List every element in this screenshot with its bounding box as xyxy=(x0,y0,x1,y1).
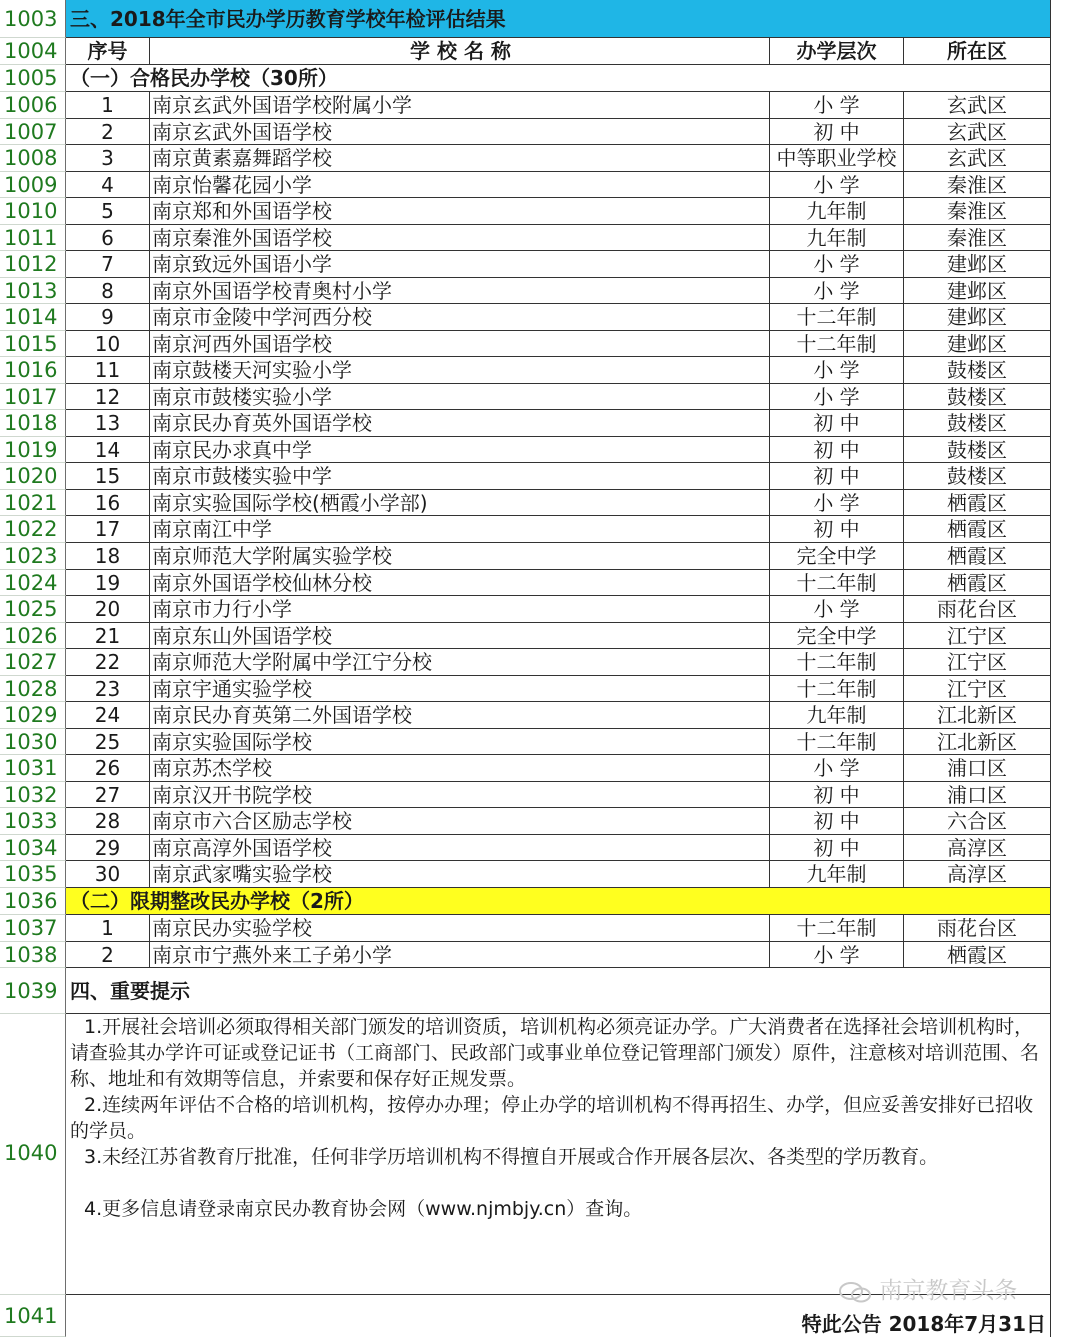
row-number[interactable]: 1037 xyxy=(0,915,66,942)
cell-level[interactable]: 十二年制 xyxy=(770,676,904,703)
cell-area[interactable]: 建邺区 xyxy=(904,251,1051,278)
cell-area[interactable]: 鼓楼区 xyxy=(904,384,1051,411)
right-gutter xyxy=(1051,0,1080,1337)
cell-level[interactable]: 小 学 xyxy=(770,490,904,517)
cell-level[interactable]: 九年制 xyxy=(770,702,904,729)
row-number[interactable]: 1019 xyxy=(0,437,66,464)
cell-level[interactable]: 十二年制 xyxy=(770,649,904,676)
cell-area[interactable]: 高淳区 xyxy=(904,835,1051,862)
cell-level[interactable]: 初 中 xyxy=(770,835,904,862)
cell-level[interactable]: 小 学 xyxy=(770,596,904,623)
cell-no[interactable]: 3 xyxy=(66,145,150,172)
cell-school-name[interactable]: 南京南江中学 xyxy=(150,516,770,543)
cell-no[interactable]: 24 xyxy=(66,702,150,729)
cell-school-name[interactable]: 南京民办实验学校 xyxy=(150,915,770,942)
table-row[interactable] xyxy=(0,198,1080,225)
cell-school-name[interactable]: 南京怡馨花园小学 xyxy=(150,172,770,199)
cell-area[interactable]: 栖霞区 xyxy=(904,490,1051,517)
cell-area[interactable]: 玄武区 xyxy=(904,92,1051,119)
cell-area[interactable]: 建邺区 xyxy=(904,304,1051,331)
row-number[interactable]: 1026 xyxy=(0,623,66,650)
cell-no[interactable]: 17 xyxy=(66,516,150,543)
table-row[interactable] xyxy=(0,676,1080,703)
cell-level[interactable]: 初 中 xyxy=(770,516,904,543)
row-number[interactable]: 1032 xyxy=(0,782,66,809)
table-row[interactable] xyxy=(0,702,1080,729)
row-number[interactable]: 1004 xyxy=(0,38,66,65)
table-row[interactable] xyxy=(0,145,1080,172)
row-number[interactable]: 1016 xyxy=(0,357,66,384)
cell-school-name[interactable]: 南京民办育英外国语学校 xyxy=(150,410,770,437)
table-row[interactable] xyxy=(0,755,1080,782)
cell-area[interactable]: 雨花台区 xyxy=(904,915,1051,942)
cell-level[interactable]: 十二年制 xyxy=(770,331,904,358)
cell-area[interactable]: 栖霞区 xyxy=(904,543,1051,570)
table-row[interactable] xyxy=(0,543,1080,570)
cell-area[interactable]: 江宁区 xyxy=(904,676,1051,703)
cell-school-name[interactable]: 南京外国语学校仙林分校 xyxy=(150,570,770,597)
row-number[interactable]: 1028 xyxy=(0,676,66,703)
cell-school-name[interactable]: 南京实验国际学校 xyxy=(150,729,770,756)
cell-level[interactable]: 小 学 xyxy=(770,942,904,969)
cell-area[interactable]: 建邺区 xyxy=(904,278,1051,305)
cell-no[interactable]: 16 xyxy=(66,490,150,517)
cell-school-name[interactable]: 南京致远外国语小学 xyxy=(150,251,770,278)
cell-no[interactable]: 15 xyxy=(66,463,150,490)
cell-school-name[interactable]: 南京河西外国语学校 xyxy=(150,331,770,358)
cell-no[interactable]: 5 xyxy=(66,198,150,225)
cell-level[interactable]: 九年制 xyxy=(770,225,904,252)
cell-school-name[interactable]: 南京黄素嘉舞蹈学校 xyxy=(150,145,770,172)
row-number[interactable]: 1030 xyxy=(0,729,66,756)
cell-level[interactable]: 初 中 xyxy=(770,463,904,490)
row-number[interactable]: 1021 xyxy=(0,490,66,517)
cell-school-name[interactable]: 南京市六合区励志学校 xyxy=(150,808,770,835)
note-1: 1.开展社会培训必须取得相关部门颁发的培训资质，培训机构必须亮证办学。广大消费者在选择社会培训机构时，请查验其办学许可证或登记证书（工商部门、民政部门或事业单位登记管理部门颁发）原件，注意核对培训范围、名称、地址和有效期等信息，并索要和保存好正规发票。 xyxy=(70,1016,1040,1090)
note-3: 3.未经江苏省教育厅批准，任何非学历培训机构不得擅自开展或合作开展各层次、各类型的学历教育。 xyxy=(84,1146,939,1168)
header-no[interactable]: 序号 xyxy=(66,38,150,65)
cell-no[interactable]: 23 xyxy=(66,676,150,703)
cell-school-name[interactable]: 南京实验国际学校(栖霞小学部) xyxy=(150,490,770,517)
cell-level[interactable]: 初 中 xyxy=(770,808,904,835)
cell-no[interactable]: 4 xyxy=(66,172,150,199)
cell-no[interactable]: 18 xyxy=(66,543,150,570)
note-4: 4.更多信息请登录南京民办教育协会网（www.njmbjy.cn）查询。 xyxy=(84,1198,643,1220)
cell-no[interactable]: 12 xyxy=(66,384,150,411)
table-row[interactable] xyxy=(0,596,1080,623)
wechat-icon xyxy=(838,1280,872,1304)
cell-no[interactable]: 10 xyxy=(66,331,150,358)
row-number[interactable]: 1012 xyxy=(0,251,66,278)
cell-area[interactable]: 玄武区 xyxy=(904,119,1051,146)
cell-level[interactable]: 小 学 xyxy=(770,755,904,782)
table-row[interactable] xyxy=(0,357,1080,384)
row-number[interactable]: 1041 xyxy=(0,1295,66,1337)
cell-area[interactable]: 江宁区 xyxy=(904,649,1051,676)
row-number[interactable]: 1035 xyxy=(0,861,66,888)
note-gap xyxy=(70,1170,1046,1196)
cell-area[interactable]: 江宁区 xyxy=(904,623,1051,650)
cell-school-name[interactable]: 南京师范大学附属中学江宁分校 xyxy=(150,649,770,676)
cell-level[interactable]: 完全中学 xyxy=(770,623,904,650)
row-number[interactable]: 1039 xyxy=(0,968,66,1014)
row-number[interactable]: 1011 xyxy=(0,225,66,252)
cell-level[interactable]: 十二年制 xyxy=(770,915,904,942)
table-row[interactable] xyxy=(0,437,1080,464)
notes-cell[interactable] xyxy=(66,1014,1051,1295)
section4-title[interactable]: 四、重要提示 xyxy=(66,968,1051,1014)
cell-area[interactable]: 栖霞区 xyxy=(904,516,1051,543)
row-number[interactable]: 1006 xyxy=(0,92,66,119)
cell-area[interactable]: 浦口区 xyxy=(904,755,1051,782)
table-row[interactable] xyxy=(0,649,1080,676)
cell-school-name[interactable]: 南京东山外国语学校 xyxy=(150,623,770,650)
cell-school-name[interactable]: 南京市鼓楼实验中学 xyxy=(150,463,770,490)
row-number[interactable]: 1023 xyxy=(0,543,66,570)
row-number[interactable]: 1027 xyxy=(0,649,66,676)
row-number[interactable]: 1010 xyxy=(0,198,66,225)
group2-title[interactable]: （二）限期整改民办学校（2所） xyxy=(66,888,1051,915)
row-number[interactable]: 1033 xyxy=(0,808,66,835)
cell-level[interactable]: 小 学 xyxy=(770,92,904,119)
row-number[interactable]: 1008 xyxy=(0,145,66,172)
row-number[interactable]: 1029 xyxy=(0,702,66,729)
section-title-row[interactable] xyxy=(0,0,1080,38)
table-row[interactable] xyxy=(0,304,1080,331)
row-number[interactable]: 1005 xyxy=(0,65,66,92)
cell-level[interactable]: 小 学 xyxy=(770,278,904,305)
row-number[interactable]: 1025 xyxy=(0,596,66,623)
row-number[interactable]: 1009 xyxy=(0,172,66,199)
cell-level[interactable]: 完全中学 xyxy=(770,543,904,570)
table-row[interactable] xyxy=(0,278,1080,305)
row-number[interactable]: 1024 xyxy=(0,570,66,597)
row-number[interactable]: 1040 xyxy=(0,1014,66,1295)
cell-school-name[interactable]: 南京汉开书院学校 xyxy=(150,782,770,809)
cell-school-name[interactable]: 南京外国语学校青奥村小学 xyxy=(150,278,770,305)
cell-area[interactable]: 鼓楼区 xyxy=(904,463,1051,490)
column-header-row[interactable] xyxy=(0,38,1080,65)
table-row[interactable] xyxy=(0,623,1080,650)
row-number[interactable]: 1007 xyxy=(0,119,66,146)
cell-no[interactable]: 21 xyxy=(66,623,150,650)
footer-notice: 特此公告 2018年7月31日 xyxy=(801,1312,1046,1336)
row-number[interactable]: 1018 xyxy=(0,410,66,437)
cell-no[interactable]: 28 xyxy=(66,808,150,835)
cell-no[interactable]: 11 xyxy=(66,357,150,384)
cell-no[interactable]: 20 xyxy=(66,596,150,623)
cell-area[interactable]: 雨花台区 xyxy=(904,596,1051,623)
table-row[interactable] xyxy=(0,808,1080,835)
group1-title-row[interactable] xyxy=(0,65,1080,92)
watermark xyxy=(838,1272,1017,1305)
row-number[interactable]: 1031 xyxy=(0,755,66,782)
cell-area[interactable]: 江北新区 xyxy=(904,702,1051,729)
header-level[interactable]: 办学层次 xyxy=(770,38,904,65)
cell-school-name[interactable]: 南京武家嘴实验学校 xyxy=(150,861,770,888)
cell-level[interactable]: 初 中 xyxy=(770,119,904,146)
row-number[interactable]: 1013 xyxy=(0,278,66,305)
table-row[interactable] xyxy=(0,516,1080,543)
cell-level[interactable]: 初 中 xyxy=(770,782,904,809)
cell-level[interactable]: 十二年制 xyxy=(770,729,904,756)
table-row[interactable] xyxy=(0,490,1080,517)
cell-level[interactable]: 初 中 xyxy=(770,410,904,437)
row-number[interactable]: 1020 xyxy=(0,463,66,490)
cell-school-name[interactable]: 南京玄武外国语学校附属小学 xyxy=(150,92,770,119)
cell-school-name[interactable]: 南京秦淮外国语学校 xyxy=(150,225,770,252)
table-row[interactable] xyxy=(0,172,1080,199)
cell-level[interactable]: 九年制 xyxy=(770,198,904,225)
cell-no[interactable]: 22 xyxy=(66,649,150,676)
row-number[interactable]: 1034 xyxy=(0,835,66,862)
table-row[interactable] xyxy=(0,92,1080,119)
cell-no[interactable]: 8 xyxy=(66,278,150,305)
table-row[interactable] xyxy=(0,463,1080,490)
cell-school-name[interactable]: 南京市鼓楼实验小学 xyxy=(150,384,770,411)
cell-area[interactable]: 江北新区 xyxy=(904,729,1051,756)
table-row[interactable] xyxy=(0,570,1080,597)
cell-no[interactable]: 2 xyxy=(66,942,150,969)
table-row[interactable] xyxy=(0,729,1080,756)
cell-no[interactable]: 2 xyxy=(66,119,150,146)
table-row[interactable] xyxy=(0,782,1080,809)
cell-no[interactable]: 1 xyxy=(66,92,150,119)
row-number[interactable]: 1003 xyxy=(0,0,66,38)
cell-area[interactable]: 秦淮区 xyxy=(904,198,1051,225)
table-row[interactable] xyxy=(0,835,1080,862)
cell-school-name[interactable]: 南京师范大学附属实验学校 xyxy=(150,543,770,570)
cell-area[interactable]: 玄武区 xyxy=(904,145,1051,172)
cell-area[interactable]: 建邺区 xyxy=(904,331,1051,358)
cell-level[interactable]: 中等职业学校 xyxy=(770,145,904,172)
table-row[interactable] xyxy=(0,915,1080,942)
table-row[interactable] xyxy=(0,384,1080,411)
cell-no[interactable]: 27 xyxy=(66,782,150,809)
group1-title[interactable]: （一）合格民办学校（30所） xyxy=(66,65,1051,92)
group2-title-row[interactable] xyxy=(0,888,1080,915)
cell-area[interactable]: 鼓楼区 xyxy=(904,357,1051,384)
cell-area[interactable]: 鼓楼区 xyxy=(904,410,1051,437)
cell-school-name[interactable]: 南京鼓楼天河实验小学 xyxy=(150,357,770,384)
table-row[interactable] xyxy=(0,410,1080,437)
header-area[interactable]: 所在区 xyxy=(904,38,1051,65)
cell-school-name[interactable]: 南京苏杰学校 xyxy=(150,755,770,782)
cell-area[interactable]: 高淳区 xyxy=(904,861,1051,888)
header-name[interactable]: 学 校 名 称 xyxy=(150,38,770,65)
cell-school-name[interactable]: 南京市力行小学 xyxy=(150,596,770,623)
section4-title-row[interactable] xyxy=(0,968,1080,1014)
cell-school-name[interactable]: 南京市金陵中学河西分校 xyxy=(150,304,770,331)
row-number[interactable]: 1014 xyxy=(0,304,66,331)
cell-no[interactable]: 29 xyxy=(66,835,150,862)
cell-no[interactable]: 13 xyxy=(66,410,150,437)
cell-level[interactable]: 小 学 xyxy=(770,172,904,199)
cell-area[interactable]: 栖霞区 xyxy=(904,942,1051,969)
cell-school-name[interactable]: 南京宇通实验学校 xyxy=(150,676,770,703)
cell-level[interactable]: 初 中 xyxy=(770,437,904,464)
cell-no[interactable]: 26 xyxy=(66,755,150,782)
cell-school-name[interactable]: 南京民办求真中学 xyxy=(150,437,770,464)
section-title[interactable]: 三、2018年全市民办学历教育学校年检评估结果 xyxy=(66,0,1051,38)
cell-level[interactable]: 十二年制 xyxy=(770,570,904,597)
cell-area[interactable]: 秦淮区 xyxy=(904,172,1051,199)
cell-area[interactable]: 六合区 xyxy=(904,808,1051,835)
row-number[interactable]: 1015 xyxy=(0,331,66,358)
cell-area[interactable]: 栖霞区 xyxy=(904,570,1051,597)
cell-no[interactable]: 7 xyxy=(66,251,150,278)
table-row[interactable] xyxy=(0,251,1080,278)
row-number[interactable]: 1036 xyxy=(0,888,66,915)
cell-no[interactable]: 6 xyxy=(66,225,150,252)
cell-school-name[interactable]: 南京民办育英第二外国语学校 xyxy=(150,702,770,729)
cell-level[interactable]: 小 学 xyxy=(770,251,904,278)
cell-school-name[interactable]: 南京高淳外国语学校 xyxy=(150,835,770,862)
table-row[interactable] xyxy=(0,331,1080,358)
cell-school-name[interactable]: 南京玄武外国语学校 xyxy=(150,119,770,146)
cell-no[interactable]: 14 xyxy=(66,437,150,464)
row-number[interactable]: 1038 xyxy=(0,942,66,969)
cell-no[interactable]: 30 xyxy=(66,861,150,888)
cell-no[interactable]: 19 xyxy=(66,570,150,597)
cell-level[interactable]: 小 学 xyxy=(770,384,904,411)
table-row[interactable] xyxy=(0,942,1080,969)
cell-level[interactable]: 九年制 xyxy=(770,861,904,888)
cell-level[interactable]: 小 学 xyxy=(770,357,904,384)
table-row[interactable] xyxy=(0,119,1080,146)
table-row[interactable] xyxy=(0,861,1080,888)
row-number[interactable]: 1017 xyxy=(0,384,66,411)
table-row[interactable] xyxy=(0,225,1080,252)
cell-school-name[interactable]: 南京郑和外国语学校 xyxy=(150,198,770,225)
cell-no[interactable]: 25 xyxy=(66,729,150,756)
cell-no[interactable]: 9 xyxy=(66,304,150,331)
cell-area[interactable]: 秦淮区 xyxy=(904,225,1051,252)
row-number[interactable]: 1022 xyxy=(0,516,66,543)
cell-area[interactable]: 鼓楼区 xyxy=(904,437,1051,464)
cell-school-name[interactable]: 南京市宁燕外来工子弟小学 xyxy=(150,942,770,969)
cell-level[interactable]: 十二年制 xyxy=(770,304,904,331)
cell-area[interactable]: 浦口区 xyxy=(904,782,1051,809)
note-2: 2.连续两年评估不合格的培训机构，按停办办理；停止办学的培训机构不得再招生、办学，但应妥善安排好已招收的学员。 xyxy=(70,1094,1034,1142)
cell-no[interactable]: 1 xyxy=(66,915,150,942)
watermark-text: 南京教育头条 xyxy=(879,1278,1018,1304)
